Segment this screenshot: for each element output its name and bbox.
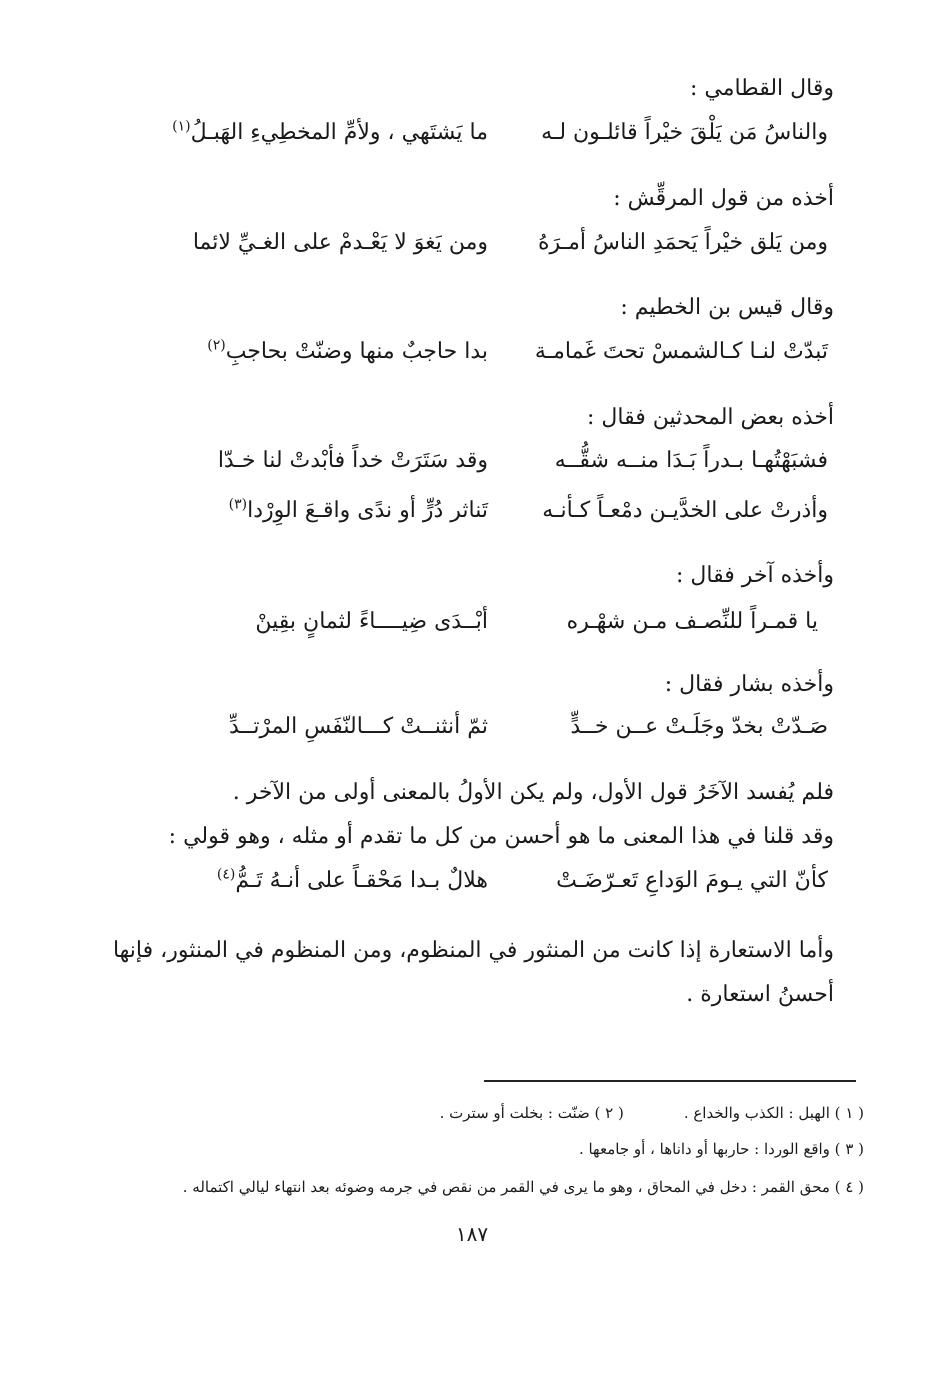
verse-line (138, 114, 828, 152)
verse-line (138, 333, 828, 371)
footnote-line (579, 1138, 864, 1160)
verse-intro: أخذه من قول المرقِّش : (613, 186, 834, 211)
footnote-separator (484, 1080, 856, 1082)
hemistich-text: تَناثر دُرٍّ أو ندًى واقـعَ الوِرْدا (247, 498, 488, 523)
footnote-marker: (٤) (216, 866, 236, 883)
verse-line (138, 603, 828, 641)
second-hemistich (138, 114, 488, 152)
first-hemistich: تَبدّتْ لنـا كـالشمسْ تحتَ غَمامـة (534, 339, 828, 364)
first-hemistich: كأنّ التي يـومَ الوَداعِ تَعـرّضَـتْ (556, 868, 828, 893)
second-hemistich (138, 492, 488, 530)
prose-line: وأما الاستعارة إذا كانت من المنثور في المنظوم، ومن المنظوم في المنثور، فإنها (112, 938, 834, 963)
footnote: ( ٢ ) ضنّت : بخلت أو سترت . (439, 1104, 624, 1122)
hemistich-text: ثمّ أنثنــتْ كـــالنّفَسِ المرْتــدِّ (228, 714, 488, 739)
hemistich-text: وقد سَتَرَتْ خداً فأبْدتْ لنا خـدّا (217, 448, 488, 473)
footnote: ( ٣ ) واقع الوردا : حاربها أو داناها ، أو جامعها . (578, 1140, 864, 1158)
hemistich-text: أبْــدَى ضِيــــاءً لثمانٍ بقِينْ (255, 609, 488, 634)
verse-intro: وأخذه آخر فقال : (676, 563, 834, 588)
second-hemistich (138, 862, 488, 900)
second-hemistich (138, 708, 488, 746)
hemistich-text: بدا حاجبٌ منها وضنّتْ بحاجبِ (225, 339, 488, 364)
verse-intro: وأخذه بشار فقال : (664, 672, 834, 697)
hemistich-text: ومن يَغوَ لا يَعْـدمْ على الغـيِّ لائما (192, 230, 488, 255)
footnote-marker: (٢) (207, 337, 226, 354)
footnote-line (440, 1102, 864, 1124)
verse-intro: أخذه بعض المحدثين فقال : (587, 405, 834, 430)
footnote-marker: (٣) (228, 496, 248, 513)
footnote: ( ٤ ) محق القمر : دخل في المحاق ، وهو ما يرى في القمر من نقص في جرمه وضوئه بعد انتهاء ليالي اكتماله . (182, 1178, 864, 1196)
prose-line: أحسنُ استعارة . (686, 982, 834, 1007)
verse-line (138, 442, 828, 480)
second-hemistich (138, 224, 488, 262)
verse-line (138, 492, 828, 530)
prose-line: وقد قلنا في هذا المعنى ما هو أحسن من كل ما تقدم أو مثله ، وهو قولي : (168, 824, 834, 849)
first-hemistich: ومن يَلق خيْراً يَحمَدِ الناسُ أمـرَهُ (538, 230, 828, 255)
second-hemistich (138, 333, 488, 371)
first-hemistich: فشبَهْتُهـا بـدراً بَـدَا منــه شقُّــه (554, 448, 828, 473)
hemistich-text: ما يَشتَهي ، ولأمِّ المخطِيءِ الهَبـلُ (190, 120, 488, 145)
prose-line: فلم يُفسد الآخَرُ قول الأول، ولم يكن الأولُ بالمعنى أولى من الآخر . (232, 780, 834, 805)
verse-line (138, 862, 828, 900)
verse-line (138, 224, 828, 262)
second-hemistich (138, 442, 488, 480)
footnote-marker: (١) (172, 118, 191, 135)
footnote-line (183, 1176, 864, 1198)
verse-line (138, 708, 828, 746)
first-hemistich: والناسُ مَن يَلْقَ خيْراً قائلـون لـه (541, 120, 828, 145)
hemistich-text: هلالٌ بـدا مَحْقـاً على أنـهُ تَـمُّ (235, 868, 488, 893)
verse-intro: وقال القطامي : (689, 76, 834, 101)
first-hemistich: وأذرتْ على الخدَّيـن دمْعـاً كـأنـه (542, 498, 828, 523)
footnote: ( ١ ) الهبل : الكذب والخداع . (683, 1104, 864, 1122)
verse-intro: وقال قيس بن الخطيم : (620, 295, 834, 320)
first-hemistich: صَـدّتْ بخدّ وجَلَـتْ عــن خــدٍّ (570, 714, 828, 739)
page-number: ١٨٧ (455, 1222, 489, 1246)
second-hemistich (168, 603, 488, 641)
first-hemistich: يا قمـراً للنِّصـف مـن شهْـره (566, 609, 818, 634)
